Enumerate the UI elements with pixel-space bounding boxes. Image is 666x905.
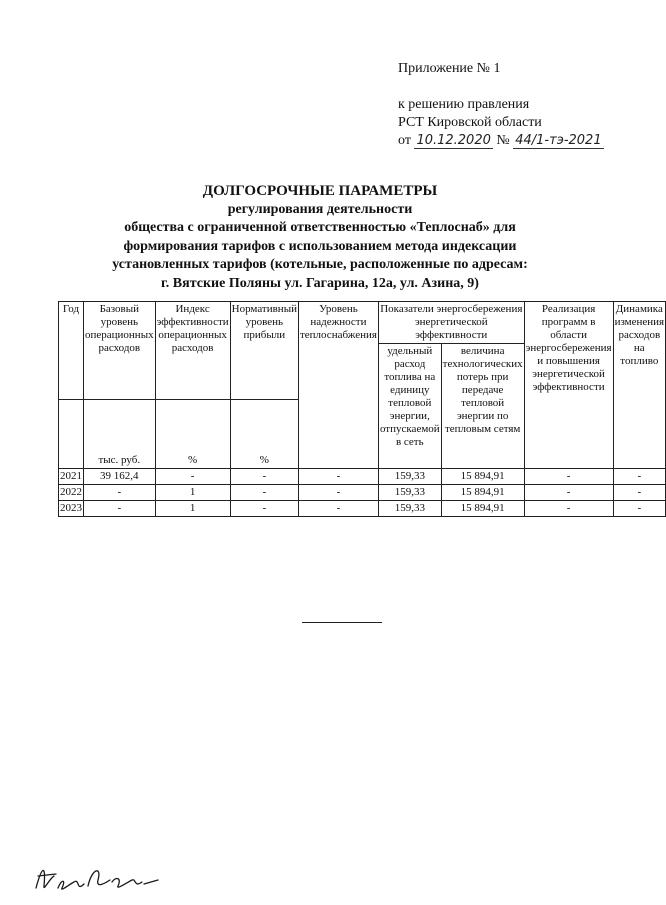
header-programs: Реализация программ в области энергосбережения и повышения энергетической эффективности xyxy=(524,302,613,469)
document-title xyxy=(70,182,570,293)
header-profit-level: Нормативный уровень прибыли xyxy=(230,302,298,400)
cell-profit: - xyxy=(230,469,298,485)
cell-reliability: - xyxy=(298,501,378,517)
unit-profit: % xyxy=(230,400,298,469)
cell-losses: 15 894,91 xyxy=(441,485,524,501)
cell-programs: - xyxy=(524,485,613,501)
number-prefix: № xyxy=(496,133,510,148)
header-reliability: Уровень надежности теплоснабжения xyxy=(298,302,378,469)
cell-dynamics: - xyxy=(613,485,666,501)
cell-fuel: 159,33 xyxy=(378,469,441,485)
closing-rule xyxy=(302,622,382,623)
parameters-table xyxy=(58,301,666,517)
appendix-line-authority: РСТ Кировской области xyxy=(398,115,542,130)
header-fuel-dynamics: Динамика изменения расходов на топливо xyxy=(613,302,666,469)
header-energy-group: Показатели энергосбережения энергетической эффективности xyxy=(378,302,524,344)
cell-year: 2023 xyxy=(59,501,84,517)
cell-programs: - xyxy=(524,501,613,517)
decision-date: 10.12.2020 xyxy=(416,133,491,148)
document-title-line: общества с ограниченной ответственностью «Теплоснаб» для xyxy=(124,220,516,235)
document-title-line: регулирования деятельности xyxy=(227,201,413,217)
document-title-line: формирования тарифов с использованием метода индексации xyxy=(123,238,517,254)
date-prefix: от xyxy=(398,133,411,148)
table-row xyxy=(59,501,666,517)
cell-base: - xyxy=(84,485,156,501)
cell-dynamics: - xyxy=(613,469,666,485)
cell-index: 1 xyxy=(155,501,230,517)
header-efficiency-index: Индекс эффективности операционных расходов xyxy=(155,302,230,400)
table-row xyxy=(59,469,666,485)
cell-reliability: - xyxy=(298,485,378,501)
appendix-line-decision: к решению правления xyxy=(398,97,530,112)
cell-losses: 15 894,91 xyxy=(441,469,524,485)
cell-fuel: 159,33 xyxy=(378,501,441,517)
cell-profit: - xyxy=(230,485,298,501)
header-base-costs: Базовый уровень операционных расходов xyxy=(84,302,156,400)
cell-dynamics: - xyxy=(613,501,666,517)
cell-base: - xyxy=(84,501,156,517)
appendix-date-line xyxy=(398,132,604,150)
handwritten-signature xyxy=(32,858,172,898)
cell-profit: - xyxy=(230,501,298,517)
document-heading: ДОЛГОСРОЧНЫЕ ПАРАМЕТРЫ xyxy=(202,183,438,199)
header-fuel-consumption: удельный расход топлива на единицу тепловой энергии, отпускаемой в сеть xyxy=(378,344,441,469)
table-header-row xyxy=(59,302,666,344)
cell-year: 2021 xyxy=(59,469,84,485)
unit-base: тыс. руб. xyxy=(84,400,156,469)
table-row xyxy=(59,485,666,501)
cell-index: 1 xyxy=(155,485,230,501)
appendix-block xyxy=(398,60,604,150)
header-heat-losses: величина технологических потерь при передаче тепловой энергии по тепловым сетям xyxy=(441,344,524,469)
cell-reliability: - xyxy=(298,469,378,485)
decision-number: 44/1-тэ-2021 xyxy=(515,133,602,148)
unit-year xyxy=(59,400,84,469)
cell-fuel: 159,33 xyxy=(378,485,441,501)
header-year: Год xyxy=(59,302,84,400)
cell-index: - xyxy=(155,469,230,485)
cell-base: 39 162,4 xyxy=(84,469,156,485)
unit-index: % xyxy=(155,400,230,469)
cell-year: 2022 xyxy=(59,485,84,501)
cell-losses: 15 894,91 xyxy=(441,501,524,517)
appendix-title: Приложение № 1 xyxy=(398,61,501,76)
cell-programs: - xyxy=(524,469,613,485)
document-title-line: установленных тарифов (котельные, расположенные по адресам: xyxy=(112,257,528,272)
document-title-line: г. Вятские Поляны ул. Гагарина, 12а, ул. Азина, 9) xyxy=(161,275,479,291)
